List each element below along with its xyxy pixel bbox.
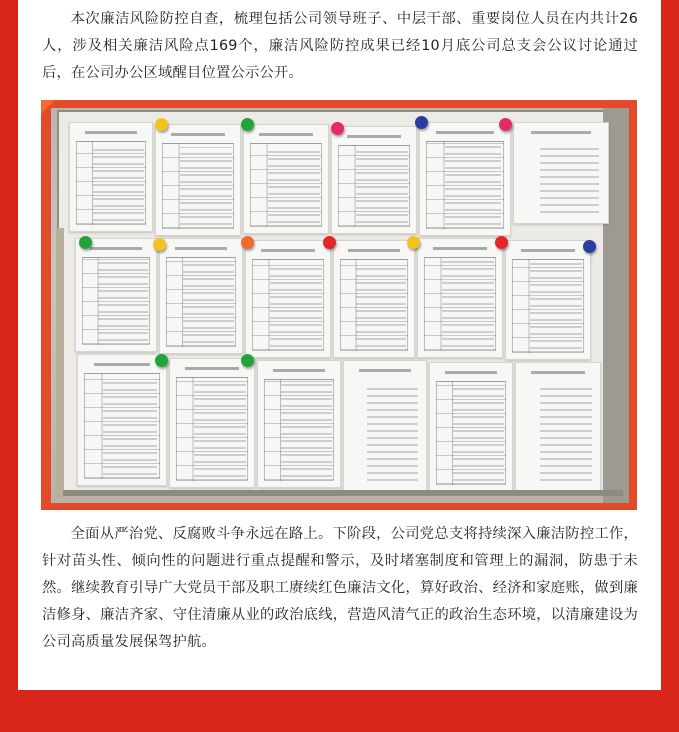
intro-paragraph: 本次廉洁风险防控自查，梳理包括公司领导班子、中层干部、重要岗位人员在内共计26人，涉及相关廉洁风险点169个，廉洁风险防控成果已经10月底公司总支会公议讨论通过后，在公司办公区域醒目位置公示公开。	[42, 11, 638, 81]
board-stand	[56, 228, 64, 498]
posted-document	[343, 360, 427, 492]
article-card	[18, 0, 661, 690]
yellow-magnet	[153, 238, 166, 251]
posted-document	[515, 362, 601, 492]
green-magnet	[79, 236, 92, 249]
yellow-magnet	[155, 118, 168, 131]
posted-document	[419, 122, 511, 236]
red-magnet	[323, 236, 336, 249]
posted-document	[417, 238, 503, 358]
posted-document	[513, 122, 609, 224]
posted-document	[169, 358, 255, 488]
red-magnet	[495, 236, 508, 249]
posted-document	[75, 238, 157, 352]
posted-document	[155, 124, 241, 236]
posted-document	[331, 126, 417, 234]
posted-document	[77, 354, 167, 486]
orange-magnet	[241, 236, 254, 249]
pink-magnet	[499, 118, 512, 131]
blue-magnet	[415, 116, 428, 129]
pink-magnet	[331, 122, 344, 135]
closing-paragraph: 全面从严治党、反腐败斗争永远在路上。下阶段，公司党总支将持续深入廉洁防控工作，针对苗头性、倾向性的问题进行重点提醒和警示，及时堵塞制度和管理上的漏洞，防患于未然。继续教育引导广大党员干部及职工赓续红色廉洁文化，算好政治、经济和家庭账，做到廉洁修身、廉洁齐家、守住清廉从业的政治底线，营造风清气正的政治生态环境，以清廉建设为公司高质量发展保驾护航。	[42, 526, 638, 650]
posted-document	[245, 240, 331, 358]
blue-magnet	[583, 240, 596, 253]
posted-document	[429, 362, 513, 492]
photo-frame	[41, 100, 637, 510]
green-magnet	[241, 354, 254, 367]
green-magnet	[155, 354, 168, 367]
yellow-magnet	[407, 236, 420, 249]
posted-document	[257, 360, 341, 488]
whiteboard-photo	[51, 108, 629, 503]
board-tray	[63, 490, 623, 496]
green-magnet	[241, 118, 254, 131]
posted-document	[333, 240, 415, 358]
posted-document	[505, 240, 591, 360]
posted-document	[243, 124, 329, 234]
posted-document	[69, 122, 153, 232]
posted-document	[159, 238, 243, 354]
